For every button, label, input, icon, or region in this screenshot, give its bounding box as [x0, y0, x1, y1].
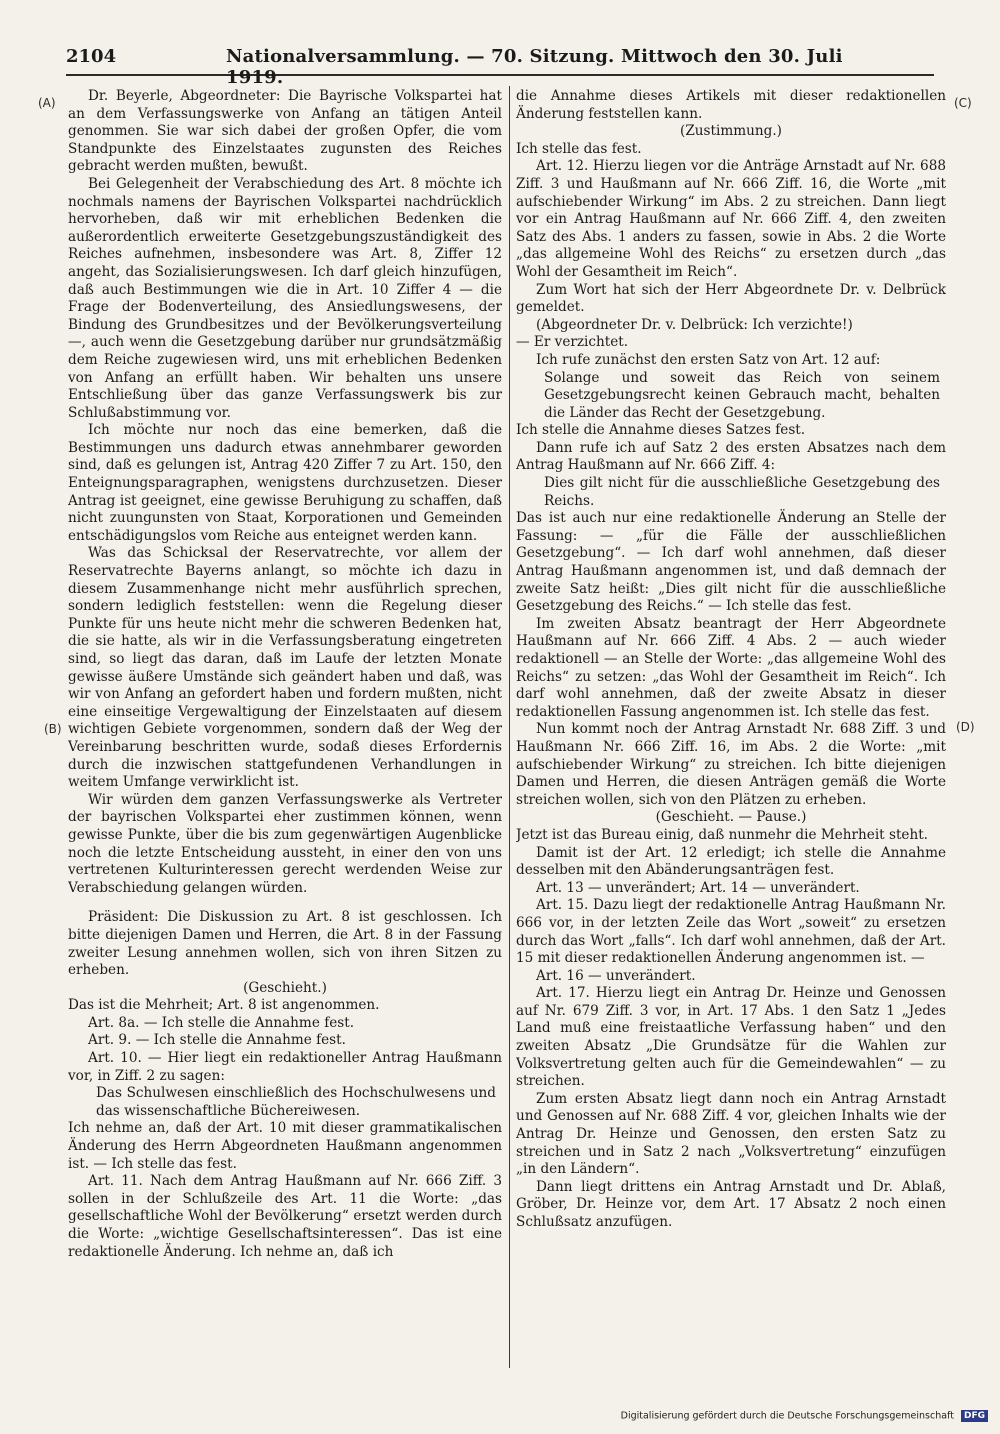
paragraph: Wir würden dem ganzen Verfassungswerke als Vertreter der bayrischen Volkspartei eher zustimmen können, wenn gewisse Punkte, über die bis zum gegenwärtigen Augenblicke noch die letzte Entscheidung aussteht, in einer den von uns vertretenen Kulturinteressen gerecht werdenden Weise zur Verabschiedung gelangen würden. — [68, 791, 502, 896]
left-column — [68, 88, 502, 1360]
paragraph: — Er verzichtet. — [516, 334, 629, 351]
paragraph: Dr. Beyerle, Abgeordneter: Die Bayrische Volkspartei hat an dem Verfassungswerke von Anfang an tätigen Anteil genommen. Sie war sich dabei der großen Opfer, die vom Standpunkte des Einzelstaates zugunsten des Reiches gebracht werden mußten, bewußt. — [68, 88, 502, 175]
right-column — [516, 88, 946, 1360]
margin-mark-c: (C) — [954, 96, 972, 110]
paragraph: Bei Gelegenheit der Verabschiedung des Art. 8 möchte ich nochmals namens der Bayrischen Volkspartei nachdrücklich hervorheben, daß wir mit erheblichen Bedenken die außerordentlich erweiterte Gesetzgebungszuständigkeit des Reiches aufnehmen, insbesondere was Art. 8, Ziffer 12 angeht, das Sozialisierungswesen. Ich darf gleich hinzufügen, daß auch Bestimmungen wie die in Art. 10 Ziffer 4 — die Frage der Bodenverteilung, des Ansiedlungswesens, der Bindung des Grundbesitzes und der Bevölkerungsverteilung —, auch wenn die Gesetzgebung darüber nur grundsätzmäßig dem Reiche zugewiesen wird, uns mit erheblichen Bedenken von Anfang an erfüllt haben. Wir behalten uns unsere Entschließung über das ganze Verfassungswerk bis zur Schlußabstimmung vor. — [68, 175, 502, 421]
footer — [600, 1410, 988, 1428]
paragraph: Solange und soweit das Reich von seinem Gesetzgebungsrecht keinen Gebrauch macht, behalten die Länder das Recht der Gesetzgebung. — [544, 369, 940, 421]
paragraph: Art. 17. Hierzu liegt ein Antrag Dr. Heinze und Genossen auf Nr. 679 Ziff. 3 vor, in Art. 17 Abs. 1 den Satz 1 „Jedes Land muß eine freistaatliche Verfassung haben“ und den zweiten Absatz „Die Grundsätze für die Wahlen zur Volksvertretung gelten auch für die Gemeindewahlen“ — zu streichen. — [516, 985, 946, 1090]
paragraph: Art. 13 — unverändert; Art. 14 — unverändert. — [536, 879, 860, 896]
paragraph: (Abgeordneter Dr. v. Delbrück: Ich verzichte!) — [536, 316, 853, 333]
paragraph: Zum ersten Absatz liegt dann noch ein Antrag Arnstadt und Genossen auf Nr. 688 Ziff. 4 vor, gleichen Inhalts wie der Antrag Dr. Heinze und Genossen, den ersten Satz zu streichen und in Satz 2 nach „Volksvertretung“ einzufügen „in den Ländern“. — [516, 1090, 946, 1178]
paragraph: die Annahme dieses Artikels mit dieser redaktionellen Änderung feststellen kann. — [516, 88, 946, 122]
paragraph: Zum Wort hat sich der Herr Abgeordnete Dr. v. Delbrück gemeldet. — [516, 281, 946, 316]
paragraph: Dann rufe ich auf Satz 2 des ersten Absatzes nach dem Antrag Haußmann auf Nr. 666 Ziff. 4: — [516, 439, 946, 474]
paragraph: Art. 11. Nach dem Antrag Haußmann auf Nr. 666 Ziff. 3 sollen in der Schlußzeile des Art. 11 die Worte: „das gesellschaftliche Wohl der Bevölkerung“ ersetzt werden durch die Worte: „wichtige Gesellschaftsinteressen“. Das ist eine redaktionelle Änderung. Ich nehme an, daß ich — [68, 1173, 502, 1260]
margin-mark-d: (D) — [956, 720, 975, 734]
paragraph: Was das Schicksal der Reservatrechte, vor allem der Reservatrechte Bayerns anlangt, so möchte ich dazu in diesem Zusammenhange nicht mehr ausführlich sprechen, sondern lediglich feststellen: wenn die Regelung dieser Punkte für uns heute nicht mehr die schweren Bedenken hat, die sie hatte, als wir in die Verfassungsberatung eingetreten sind, so liegt das daran, daß im Laufe der letzten Monate gewisse äußere Umstände sich geändert haben und daß, was wir von Anfang an gefordert haben und fordern mußten, nicht eine einseitige Vergewaltigung der Einzelstaaten auf diesem wichtigen Gebiete vorgenommen, sondern daß der Weg der Vereinbarung beschritten wurde, sodaß dieses Erfordernis durch die inzwischen stattgefundenen Verhandlungen in weitem Umfange verwirklicht ist. — [68, 545, 502, 791]
paragraph: Art. 12. Hierzu liegen vor die Anträge Arnstadt auf Nr. 688 Ziff. 3 und Haußmann auf Nr. 666 Ziff. 16, die Worte „mit aufschiebender Wirkung“ im Abs. 2 zu streichen. Dann liegt vor ein Antrag Haußmann auf Nr. 666 Ziff. 4, den zweiten Satz des Abs. 1 anders zu fassen, sowie in Abs. 2 die Worte „das allgemeine Wohl des Reichs“ zu ersetzen durch „das Wohl der Gesamtheit im Reich“. — [516, 158, 946, 280]
column-divider — [509, 86, 510, 1368]
paragraph: Ich stelle die Annahme dieses Satzes fest. — [516, 422, 806, 439]
page-header — [66, 40, 934, 88]
page-number: 2104 — [66, 46, 117, 67]
paragraph: Jetzt ist das Bureau einig, daß nunmehr die Mehrheit steht. — [516, 826, 928, 843]
margin-mark-b: (B) — [44, 722, 62, 736]
paragraph: Art. 10. — Hier liegt ein redaktioneller Antrag Haußmann vor, in Ziff. 2 zu sagen: — [68, 1050, 502, 1084]
paragraph: Art. 9. — Ich stelle die Annahme fest. — [88, 1032, 346, 1049]
running-title: Nationalversammlung. — 70. Sitzung. Mittwoch den 30. Juli 1919. — [226, 46, 843, 88]
paragraph: Art. 8a. — Ich stelle die Annahme fest. — [88, 1014, 355, 1031]
paragraph: Dies gilt nicht für die ausschließliche Gesetzgebung des Reichs. — [544, 475, 940, 509]
paragraph: (Geschieht. — Pause.) — [655, 809, 807, 826]
paragraph: Ich möchte nur noch das eine bemerken, daß die Bestimmungen uns dadurch etwas annehmbarer geworden sind, daß es gelungen ist, Antrag 420 Ziffer 7 zu Art. 150, den Enteignungsparagraphen, wenigstens durchzusetzen. Dieser Antrag ist geeignet, eine gewisse Beruhigung zu schaffen, daß nicht zuungunsten von Staat, Korporationen und Gemeinden entschädigungslos vom Reiche aus enteignet werden kann. — [68, 422, 502, 544]
footer-credit: Digitalisierung gefördert durch die Deutsche Forschungsgemeinschaft — [620, 1410, 954, 1422]
paragraph: Ich rufe zunächst den ersten Satz von Art. 12 auf: — [536, 351, 881, 368]
paragraph: Ich stelle das fest. — [516, 140, 642, 157]
paragraph: Im zweiten Absatz beantragt der Herr Abgeordnete Haußmann auf Nr. 666 Ziff. 4 Abs. 2 — auch wieder redaktionell — an Stelle der Worte: „das allgemeine Wohl des Reichs“ zu setzen: „das Wohl der Gesamtheit im Reich“. Ich darf wohl annehmen, daß der zweite Absatz in dieser redaktionellen Fassung angenommen ist. Ich stelle das fest. — [516, 615, 946, 720]
paragraph: Damit ist der Art. 12 erledigt; ich stelle die Annahme desselben mit den Abänderungsanträgen fest. — [516, 844, 946, 879]
paragraph: Art. 15. Dazu liegt der redaktionelle Antrag Haußmann Nr. 666 vor, in der letzten Zeile das Wort „soweit“ zu ersetzen durch das Wort „falls“. Ich darf wohl annehmen, daß der Art. 15 mit dieser redaktionellen Änderung angenommen ist. — — [516, 897, 946, 967]
dfg-logo: DFG — [961, 1410, 988, 1422]
paragraph: Dann liegt drittens ein Antrag Arnstadt und Dr. Ablaß, Gröber, Dr. Heinze vor, dem Art. 17 Absatz 2 noch einen Schlußsatz anzufügen. — [516, 1178, 946, 1230]
margin-mark-a: (A) — [38, 96, 56, 110]
paragraph: Ich nehme an, daß der Art. 10 mit dieser grammatikalischen Änderung des Herrn Abgeordneten Haußmann angenommen ist. — Ich stelle das fest. — [68, 1120, 502, 1172]
paragraph: Das ist die Mehrheit; Art. 8 ist angenommen. — [68, 997, 380, 1014]
paragraph: Präsident: Die Diskussion zu Art. 8 ist geschlossen. Ich bitte diejenigen Damen und Herren, die Art. 8 in der Fassung zweiter Lesung annehmen wollen, sich von ihren Sitzen zu erheben. — [68, 909, 502, 979]
paragraph: Art. 16 — unverändert. — [536, 967, 696, 984]
paragraph: (Geschieht.) — [243, 979, 327, 996]
paragraph: Das ist auch nur eine redaktionelle Änderung an Stelle der Fassung: — „für die Fälle der ausschließlichen Gesetzgebung“. — Ich darf wohl annehmen, daß dieser Antrag Haußmann angenommen ist, und daß demnach der zweite Satz heißt: „Dies gilt nicht für die ausschließliche Gesetzgebung des Reichs.“ — Ich stelle das fest. — [516, 510, 946, 615]
paragraph: (Zustimmung.) — [680, 123, 782, 140]
paragraph: Das Schulwesen einschließlich des Hochschulwesens und das wissenschaftliche Büchereiwesen. — [96, 1085, 496, 1119]
paragraph: Nun kommt noch der Antrag Arnstadt Nr. 688 Ziff. 3 und Haußmann Nr. 666 Ziff. 16, im Abs. 2 die Worte: „mit aufschiebender Wirkung“ zu streichen. Ich bitte diejenigen Damen und Herren, die diesen Anträgen gemäß die Worte streichen wollen, sich von den Plätzen zu erheben. — [516, 721, 946, 808]
